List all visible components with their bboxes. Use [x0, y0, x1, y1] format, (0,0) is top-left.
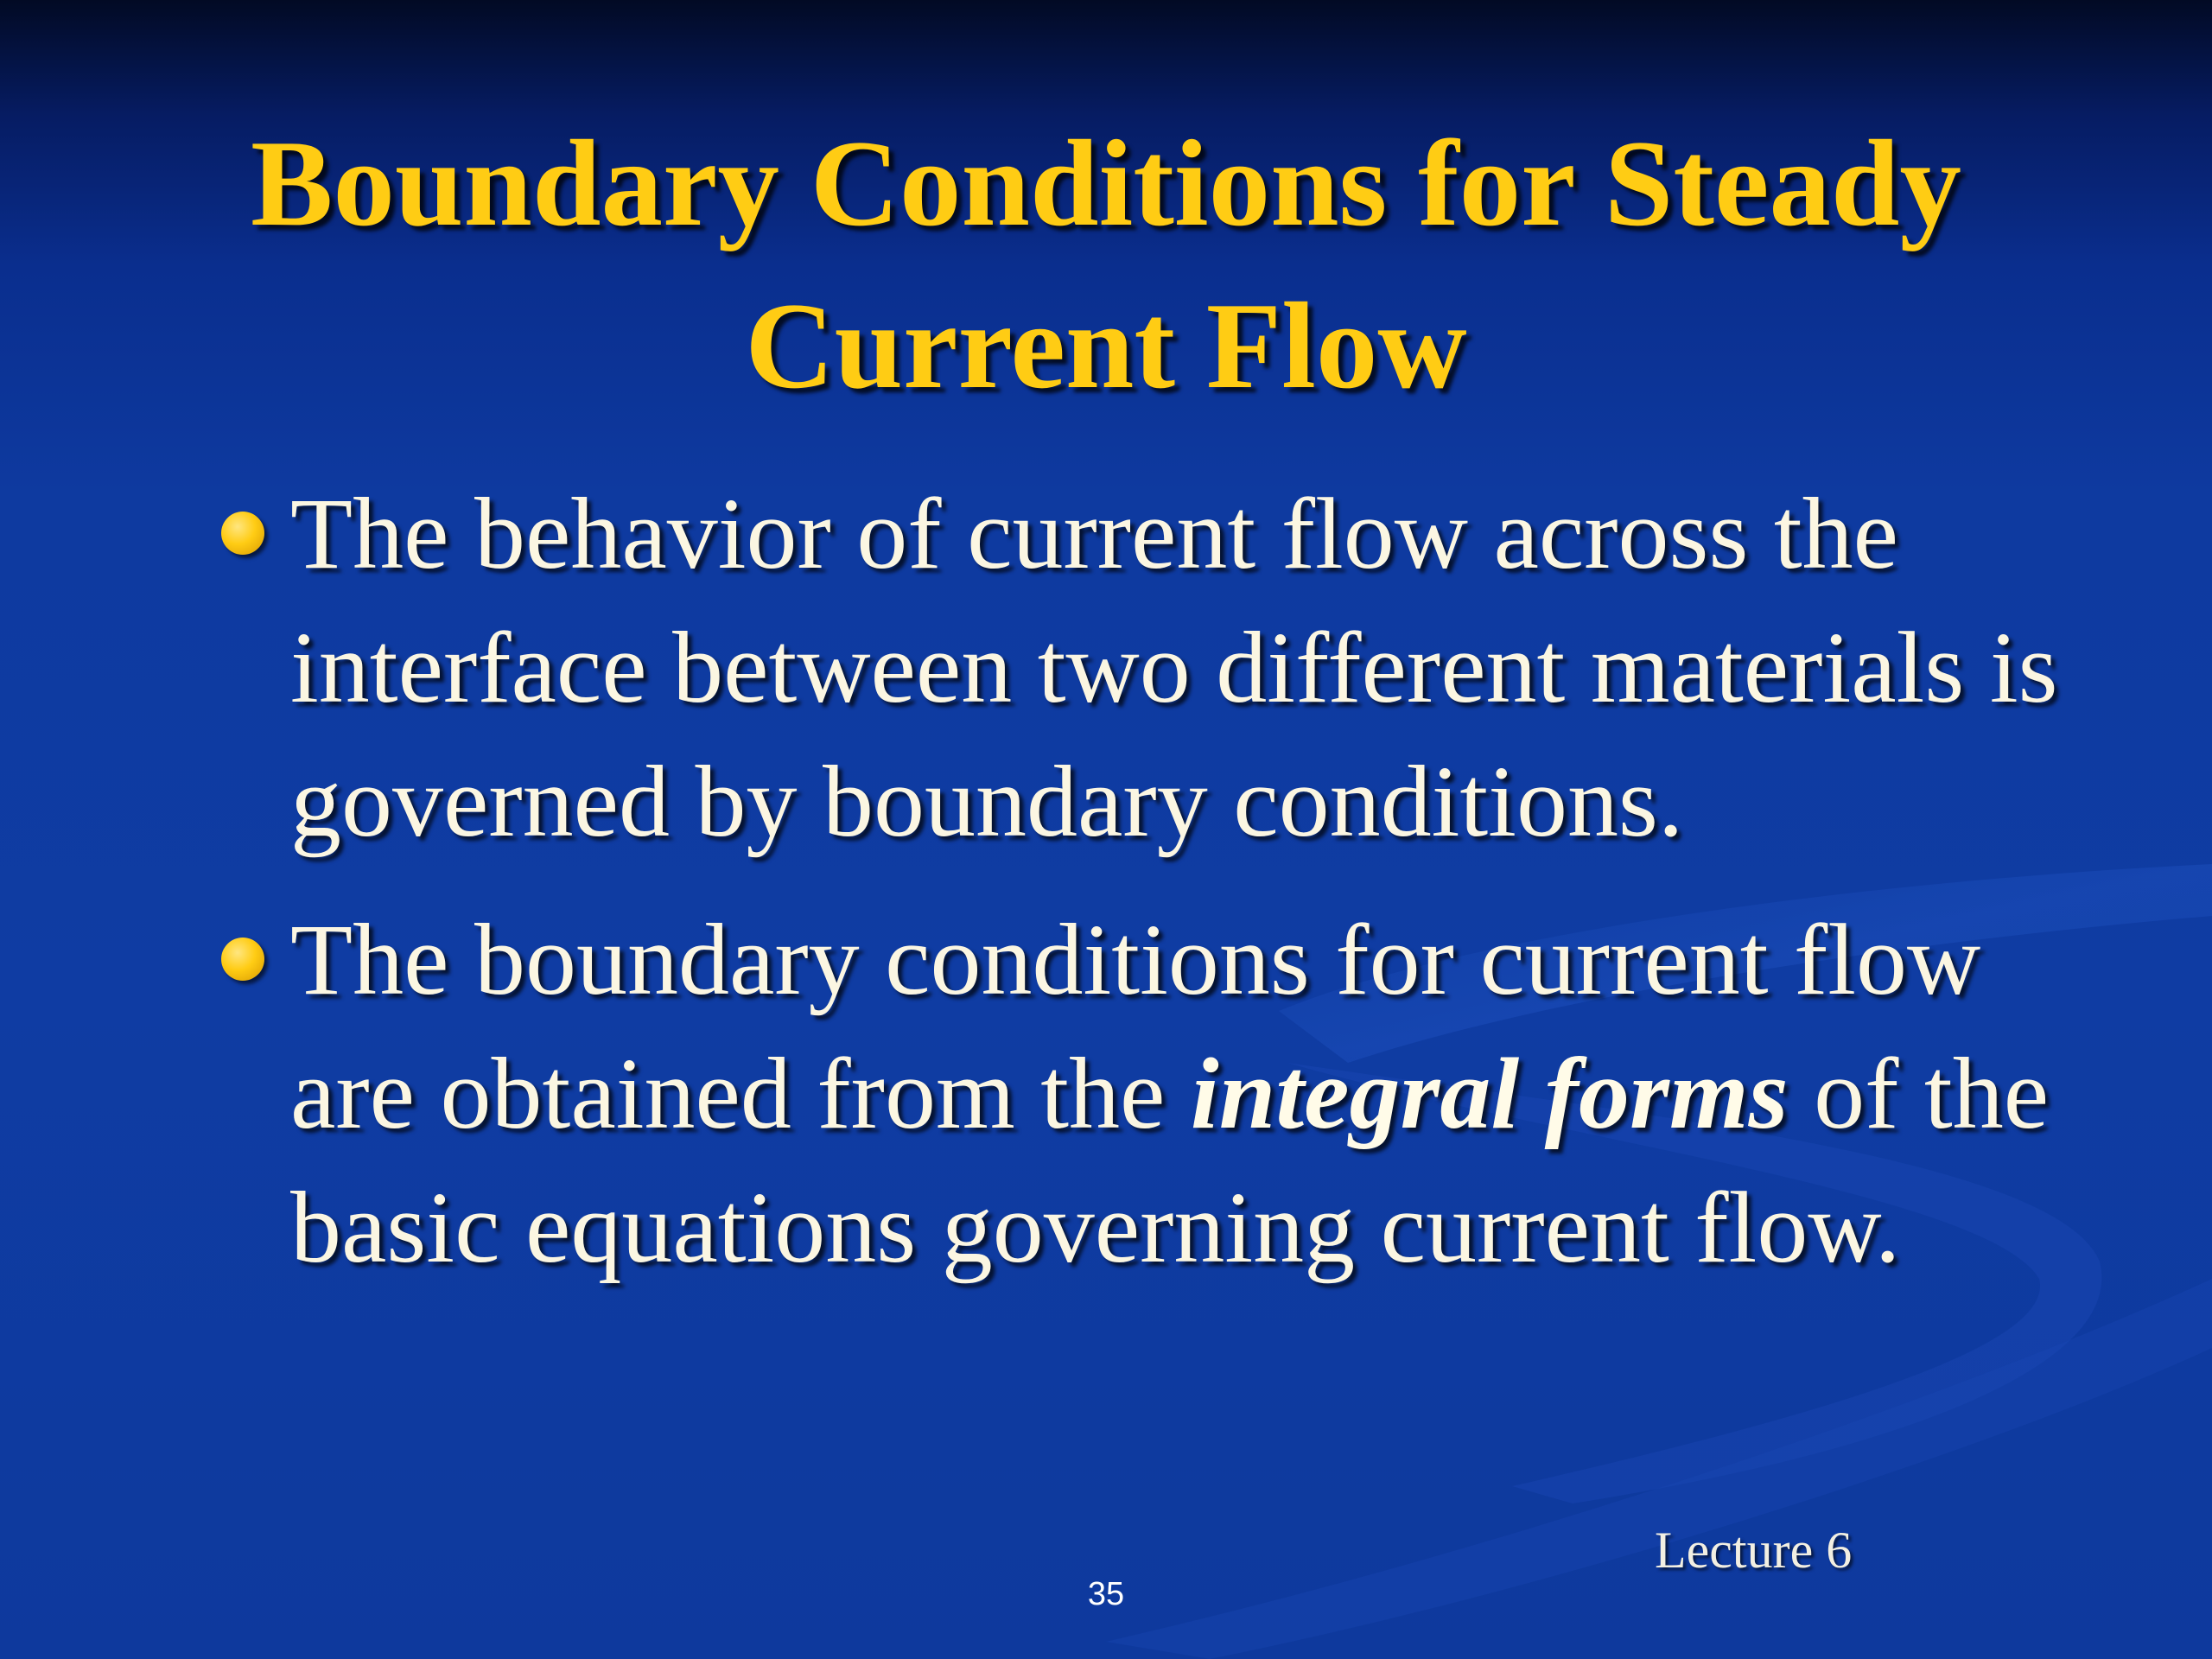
bullet-text-before: The boundary conditions for current flow are obtained from the	[290, 903, 1981, 1150]
slide-title-line-1: Boundary Conditions for Steady	[251, 115, 1961, 251]
bullet-item	[216, 467, 2117, 868]
bullet-text-after: of the basic equations governing current flow.	[290, 1037, 2050, 1284]
bullet-item	[216, 893, 2117, 1294]
page-number: 35	[1087, 1576, 1125, 1612]
slide-title-line-2: Current Flow	[745, 277, 1467, 414]
bullet-emphasis: integral forms	[1190, 1037, 1789, 1150]
slide-title	[0, 102, 2212, 427]
footer-lecture-label: Lecture 6	[1655, 1522, 1853, 1579]
bullet-dot-icon	[221, 938, 264, 981]
bullet-dot-icon	[221, 512, 264, 555]
bullet-text: The behavior of current flow across the interface between two different materials is governed by boundary conditions.	[290, 477, 2058, 858]
bullet-list	[216, 467, 2117, 1294]
